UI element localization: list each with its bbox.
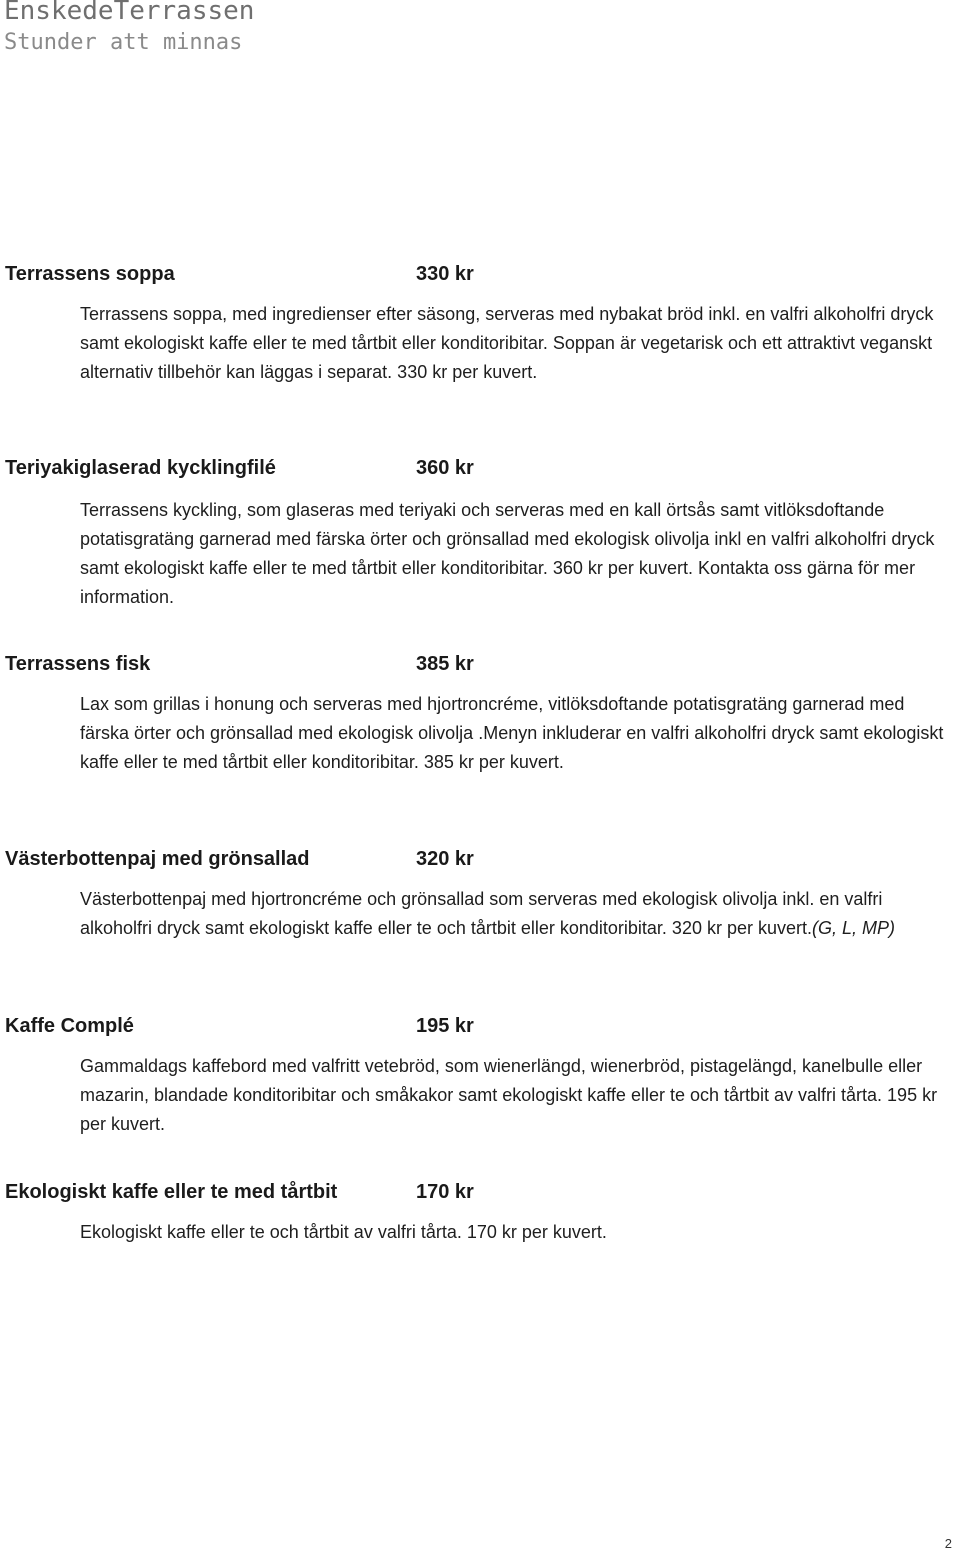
- menu-item-name: Terrassens fisk: [5, 653, 151, 675]
- menu-item-description-text: Västerbottenpaj med hjortroncréme och grönsallad som serveras med ekologisk olivolja inkl. en valfri alkoholfri dryck samt ekologiskt kaffe eller te och tårtbit eller konditoribitar. 320 kr per kuvert.: [80, 889, 883, 938]
- menu-item-price: 385 kr: [416, 653, 474, 675]
- menu-item-description: Terrassens kyckling, som glaseras med teriyaki och serveras med en kall örtsås samt vitlöksdoftande potatisgratäng garnerad med färska örter och grönsallad med ekologisk olivolja inkl en valfri alkoholfri dryck samt ekologiskt kaffe eller te med tårtbit eller konditoribitar. 360 kr per kuvert. Kontakta oss gärna för mer information.: [80, 500, 935, 607]
- menu-item-description: Lax som grillas i honung och serveras med hjortroncréme, vitlöksdoftande potatisgratäng garnerad med färska örter och grönsallad med ekologisk olivolja .Menyn inkluderar en valfri alkoholfri dryck samt ekologiskt kaffe eller te med tårtbit eller konditoribitar. 385 kr per kuvert.: [80, 694, 944, 772]
- menu-item-description: Gammaldags kaffebord med valfritt vetebröd, som wienerlängd, wienerbröd, pistagelängd, kanelbulle eller mazarin, blandade konditoribitar och småkakor samt ekologiskt kaffe eller te och tårtbit av valfri tårta. 195 kr per kuvert.: [80, 1056, 938, 1134]
- menu-item-description: [80, 885, 955, 943]
- menu-item-heading: [0, 258, 960, 290]
- menu-item-fish: [0, 648, 960, 772]
- menu-item-description: Ekologiskt kaffe eller te och tårtbit av valfri tårta. 170 kr per kuvert.: [80, 1222, 607, 1242]
- menu-item-price: 170 kr: [416, 1181, 474, 1203]
- document-header: [4, 0, 254, 58]
- menu-item-name: Västerbottenpaj med grönsallad: [5, 848, 310, 870]
- menu-item-description: Terrassens soppa, med ingredienser efter säsong, serveras med nybakat bröd inkl. en valfri alkoholfri dryck samt ekologiskt kaffe eller te med tårtbit eller konditoribitar. Soppan är vegetarisk och ett attraktivt veganskt alternativ tillbehör kan läggas i separat. 330 kr per kuvert.: [80, 304, 934, 382]
- menu-item-name: Ekologiskt kaffe eller te med tårtbit: [5, 1181, 338, 1203]
- menu-item-name: Teriyakiglaserad kycklingfilé: [5, 457, 276, 479]
- menu-item-price: 195 kr: [416, 1015, 474, 1037]
- site-tagline: Stunder att minnas: [4, 30, 243, 55]
- menu-item-allergen-note: (G, L, MP): [812, 918, 896, 938]
- menu-item-chicken: [0, 452, 960, 607]
- menu-item-price: 330 kr: [416, 263, 474, 285]
- menu-item-coffee-complete: [0, 1010, 960, 1134]
- menu-item-heading: [0, 452, 960, 484]
- menu-item-soup: [0, 258, 960, 382]
- menu-item-heading: [0, 1010, 960, 1042]
- menu-item-pie: [0, 843, 960, 938]
- page-number: 2: [944, 1536, 952, 1551]
- menu-item-price: 320 kr: [416, 848, 474, 870]
- menu-item-price: 360 kr: [416, 457, 474, 479]
- menu-item-coffee-cake: [0, 1176, 960, 1242]
- menu-item-name: Terrassens soppa: [5, 263, 175, 285]
- menu-item-heading: [0, 1176, 960, 1208]
- menu-item-heading: [0, 648, 960, 680]
- menu-item-heading: [0, 843, 960, 875]
- site-title: EnskedeTerrassen: [4, 0, 255, 26]
- menu-item-name: Kaffe Complé: [5, 1015, 134, 1037]
